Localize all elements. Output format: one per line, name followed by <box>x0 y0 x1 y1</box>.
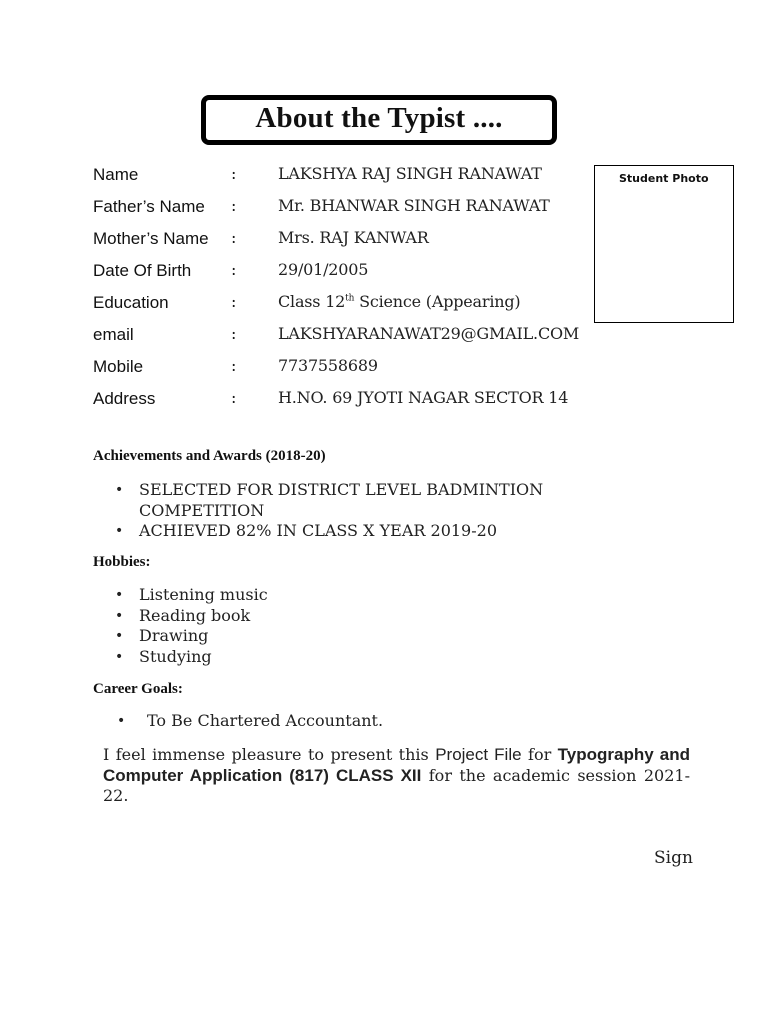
detail-label: Date Of Birth <box>93 261 192 280</box>
detail-colon: : <box>231 260 237 279</box>
para-project-file: Project File <box>435 745 522 764</box>
declaration-paragraph <box>103 745 690 807</box>
detail-value: H.NO. 69 JYOTI NAGAR SECTOR 14 <box>278 388 569 407</box>
para-text: I feel immense pleasure to present this <box>103 745 436 764</box>
detail-value: Mrs. RAJ KANWAR <box>278 228 429 247</box>
career-list <box>117 711 383 732</box>
detail-label: Name <box>93 165 139 184</box>
achievements-heading: Achievements and Awards (2018-20) <box>93 448 326 464</box>
detail-label: Mobile <box>93 357 144 376</box>
student-photo-label: Student Photo <box>619 172 709 185</box>
list-item: • Drawing <box>115 626 268 647</box>
list-item: • Reading book <box>115 606 268 627</box>
detail-label: Father’s Name <box>93 197 205 216</box>
detail-value: LAKSHYA RAJ SINGH RANAWAT <box>278 164 542 183</box>
detail-label: email <box>93 325 134 344</box>
detail-colon: : <box>231 292 237 311</box>
para-text: for <box>521 745 558 764</box>
detail-value: LAKSHYARANAWAT29@GMAIL.COM <box>278 324 580 343</box>
detail-value: Mr. BHANWAR SINGH RANAWAT <box>278 196 550 215</box>
detail-label: Education <box>93 293 169 312</box>
education-superscript: th <box>345 293 355 304</box>
signature-label: Sign <box>654 848 693 868</box>
para-text: for the academic session 2021-22. <box>103 765 690 805</box>
page-title: About the Typist .... <box>255 101 503 134</box>
hobbies-list <box>115 585 268 667</box>
career-heading: Career Goals: <box>93 681 183 697</box>
detail-label: Mother’s Name <box>93 229 209 248</box>
education-class: Class 12 <box>278 292 346 311</box>
list-item: • Studying <box>115 647 268 668</box>
detail-colon: : <box>231 388 237 407</box>
title-box <box>201 95 557 145</box>
detail-value: 7737558689 <box>278 356 378 375</box>
detail-label: Address <box>93 389 156 408</box>
list-item: • Listening music <box>115 585 268 606</box>
detail-value <box>278 292 520 311</box>
list-item: • SELECTED FOR DISTRICT LEVEL BADMINTION COMPETITION <box>115 480 585 521</box>
list-item: • To Be Chartered Accountant. <box>117 711 383 732</box>
list-item: • ACHIEVED 82% IN CLASS X YEAR 2019-20 <box>115 521 585 542</box>
para-subject: Typography and Computer Application (817) CLASS XII <box>103 745 690 785</box>
detail-colon: : <box>231 228 237 247</box>
hobbies-heading: Hobbies: <box>93 554 151 570</box>
detail-colon: : <box>231 164 237 183</box>
education-stream: Science (Appearing) <box>354 292 521 311</box>
achievements-list <box>115 480 585 542</box>
detail-value: 29/01/2005 <box>278 260 369 279</box>
detail-colon: : <box>231 356 237 375</box>
detail-colon: : <box>231 324 237 343</box>
student-photo-box <box>594 165 734 323</box>
detail-colon: : <box>231 196 237 215</box>
